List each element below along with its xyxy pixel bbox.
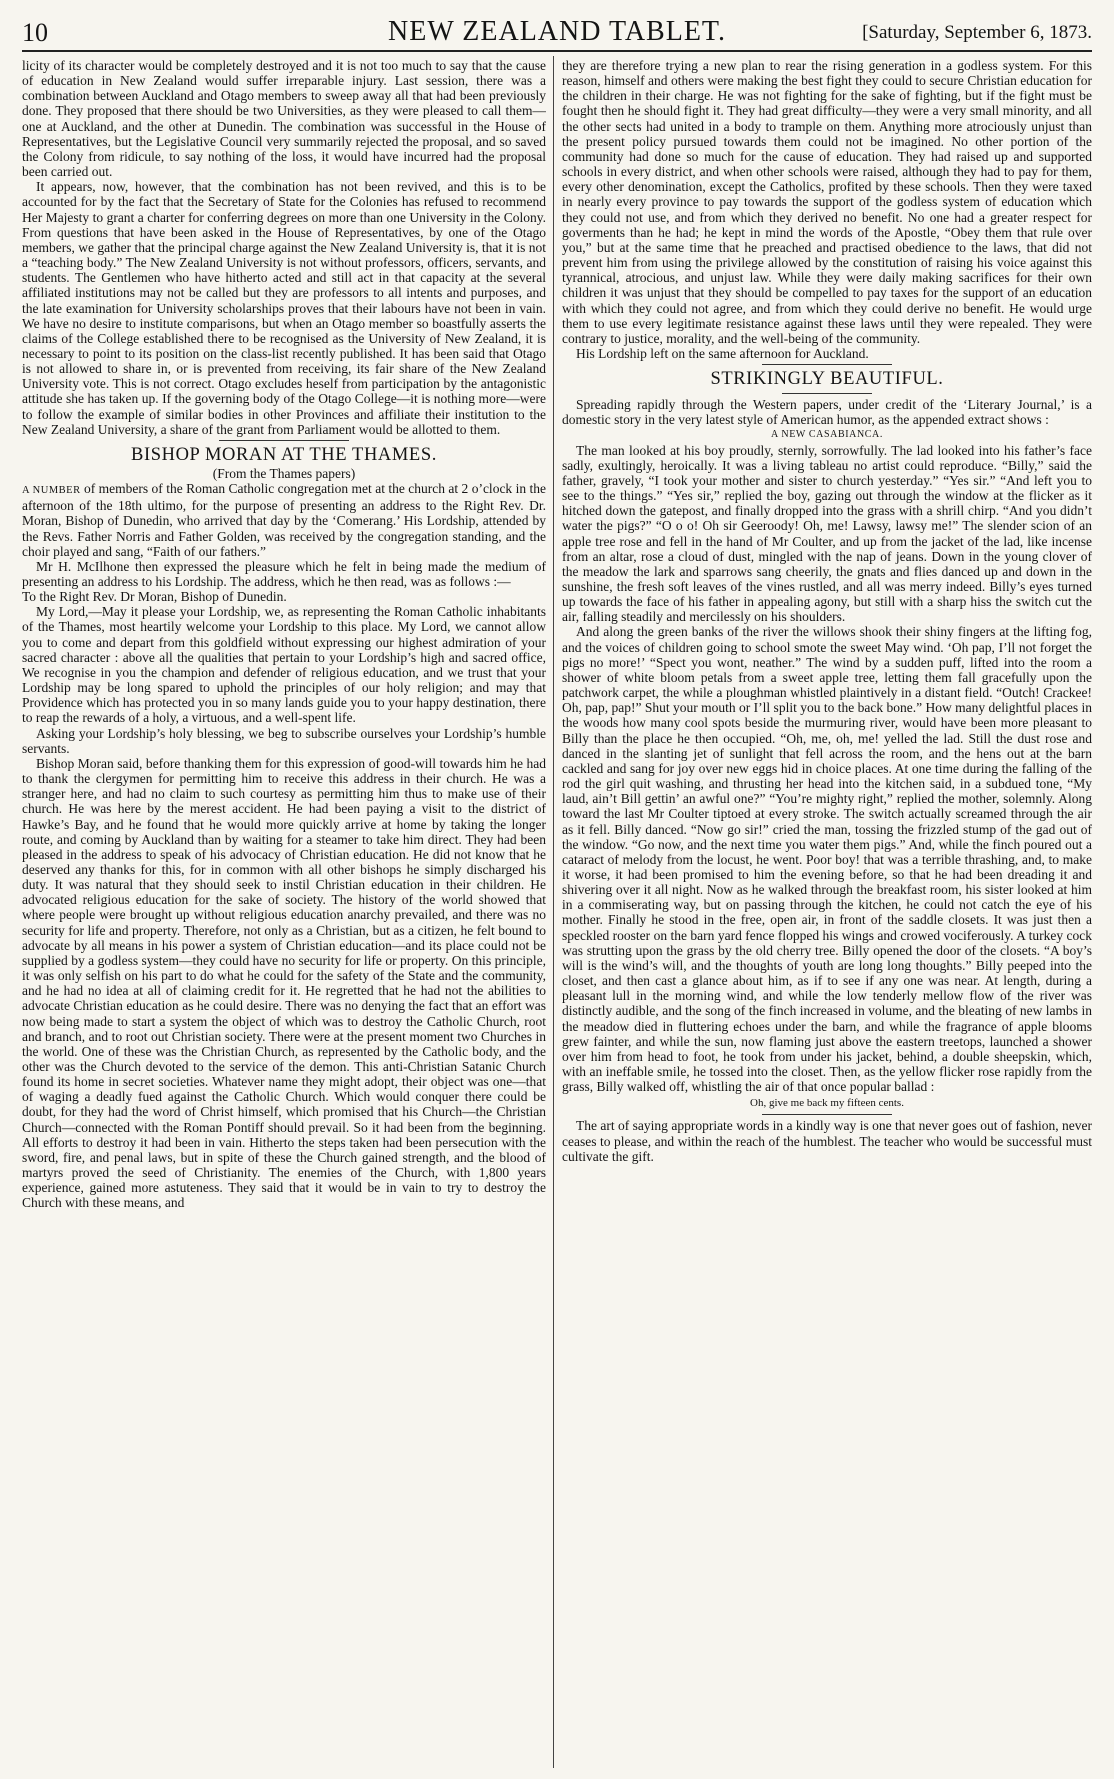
article-paragraph: The art of saying appropriate words in a kindly way is one that never goes out of fashion, never ceases to please, and within the reach of the humblest. The teacher who would be successful must cultivate the gift.: [562, 1118, 1092, 1164]
article-paragraph: Mr H. McIlhone then expressed the pleasure which he felt in being made the medium of presenting an address to his Lordship. The address, which he then read, was as follows :—: [22, 558, 546, 589]
article-paragraph: [22, 481, 546, 559]
article-paragraph: Spreading rapidly through the Western papers, under credit of the ‘Literary Journal,’ is a domestic story in the very latest style of American humor, as the appended extract shows :: [562, 397, 1092, 428]
right-column: [562, 58, 1092, 1768]
section-divider: [219, 440, 349, 441]
article-heading: STRIKINGLY BEAUTIFUL.: [710, 369, 944, 390]
newspaper-title: NEW ZEALAND TABLET.: [388, 16, 726, 47]
lead-in: A NUMBER: [22, 485, 81, 497]
left-column: [22, 58, 546, 1768]
article-paragraph: His Lordship left on the same afternoon for Auckland.: [576, 345, 869, 361]
paragraph-text: of members of the Roman Catholic congregation met at the church at 2 o’clock in the afternoon of the 18th ultimo, for the purpose of presenting an address to the Right Rev. Dr. Moran, Bishop of Dunedin, who arrived that day by the ‘Comerang.’ His Lordship, attended by the Revs. Father Norris and Father Golden, was received by the congregation standing, and the choir played and sang, “Faith of our fathers.”: [22, 481, 546, 559]
section-divider: [762, 1114, 892, 1115]
issue-date: [Saturday, September 6, 1873.: [862, 22, 1092, 43]
story-title: A NEW CASABIANCA.: [771, 429, 883, 441]
page-number: 10: [22, 18, 48, 47]
article-paragraph: licity of its character would be completely destroyed and it is not too much to say that the cause of education in New Zealand would suffer irreparable injury. Last session, there was a combination between Auckland and Otago members to sweep away all that had been previously done. They proposed that there should be two Universities, as they were pleased to call them—one at Auckland, and the other at Dunedin. The combination was successful in the House of Representatives, but the Legislative Council very summarily rejected the proposal, and so saved the Colony from ridicule, to say nothing of the loss, it would have incurred had the proposal been carried out.: [22, 58, 546, 180]
header-rule: [22, 50, 1092, 52]
ballad-line: Oh, give me back my fifteen cents.: [750, 1097, 904, 1110]
article-paragraph: And along the green banks of the river the willows shook their shiny fingers at the lifting fog, and the voices of children going to school smote the sweet May wind. ‘Oh pap, I’ll not forget the pigs no more!’ “Spect you wont, neather.” The wind by a sudden puff, lifted into the room a shower of white bloom petals from a sweet apple tree, letting them fall gracefully upon the patchwork carpet, the while a ploughman whistled plaintively in a distant field. “Outch! Crackee! Oh, pap, pap!” Shut your mouth or I’ll split you to the back bone.” How many delightful places in the woods how many cool spots beside the murmuring river, would have been more pleasant to Billy than the place he then occupied. “Oh, me, oh, me! yelled the lad. Still the dust rose and danced in the slanting jet of sunlight that fell across the room, and the hens out at the barn cackled and sang for joy over new eggs hid in choice places. At one time during the falling of the rod the girl quit washing, and thrusting her head into the kitchen said, in a subdued tone, “My laud, ain’t Bill gettin’ an awful one?” “You’re mighty right,” replied the mother, solemnly. Along toward the last Mr Coulter tiptoed at every stroke. The switch actually screamed through the air as it fell. Billy danced. “Now go sir!” cried the man, tossing the frizzled stump of the gad out of the window. “Go now, and the next time you water them pigs.” And, while the finch poured out a cataract of melody from the locust, he went. Poor boy! that was a terrible thrashing, and, to make it worse, it had been promised to him the evening before, so that he had been dreading it and shivering over it all night. Now as he walked through the breakfast room, his sister looked at him in a commiserating way, but on passing through the kitchen, he could not catch the eye of his mother. Finally he stood in the free, open air, in front of the saddle closets. It was just then a speckled rooster on the barn yard fence flopped his wings and crowed vociferously. A turkey cock was strutting upon the grass by the old cherry tree. Billy opened the door of the closets. “A boy’s will is the wind’s will, and the thoughts of youth are long long thoughts.” Billy peeped into the closet, and then cast a glance about him, as if to see if any one was near. At length, during a pleasant lull in the morning wind, and while the low tenderly mellow flow of the river was distinctly audible, and the song of the finch increased in volume, and the bleating of new lambs in the meadow died in fluttering echoes under the barn, and while the fragrance of apple blooms grew fainter, and while the sun, now flaming just above the eastern treetops, launched a shower over him from head to foot, he took from under his jacket, behind, a double sheepskin, which, with an ineffable smile, he tossed into the closet. Then, as the yellow flicker rose rapidly from the grass, Billy walked off, whistling the air of that once popular ballad :: [562, 624, 1092, 1095]
article-paragraph: The man looked at his boy proudly, sternly, sorrowfully. The lad looked into his father’s face sadly, exultingly, heroically. It was a living tableau no artist could reproduce. “Billy,” said the father, gravely, “I took your mother and sister to church yesterday.” “Yes sir.” “And left you to see to the things.” “Yes sir,” replied the boy, gazing out through the window at the flicker as it hitched down the gatepost, and finally dropped into the grass with a shrill chirp. “And you didn’t water the pigs?” “O o o! Oh sir Geeroody! Oh, me! Lawsy, lawsy me!” The slender scion of an apple tree rose and fell in the hand of Mr Coulter, and up from the jacket of the lad, like incense from an altar, rose a cloud of dust, mingled with the nap of jeans. Down in the young clover of the meadow the lark and sparrows sang cheerily, the gnats and flies danced up and down in the sunshine, the fresh soft leaves of the vines rustled, and all was merry indeed. Billy’s eyes turned up towards the face of his father in appealing agony, but still with a sharp hiss the switch cut the air, falling steadily and mercilessly on his shoulders.: [562, 442, 1092, 625]
heading-rule: [782, 393, 872, 394]
page-header: [22, 14, 1092, 50]
article-paragraph: Bishop Moran said, before thanking them for this expression of good-will towards him he had to thank the clergymen for permitting him to receive this address in their church. He was a stranger here, and had no claim to such courtesy as permitting him thus to make use of their church. He was here by the merest accident. He had been paying a visit to the district of Hawke’s Bay, and he found that he would more quickly arrive at home by taking the longer route, and coming by Auckland than by waiting for a steamer to take him direct. They had been pleased in the address to speak of his advocacy of Christian education. He did not know that he deserved any thanks for this, for in common with all other bishops he simply discharged his duty. It was natural that they should seek to instil Christian education in their children. He advocated religious education for the sake of society. The history of the world showed that where people were brought up without religious education anarchy prevailed, and there was no security for life and property. Therefore, not only as a Christian, but as a citizen, he felt bound to advocate by all means in his power a system of Christian education—and its place could not be supplied by a godless system—they could have no security for life or property. On this principle, it was only selfish on his part to do what he could for the safety of the State and the community, and he had no idea at all of claiming credit for it. He regretted that he had not the abilities to advocate Christian education as he could desire. There was no denying the fact that an effort was now being made to start a system the object of which was to destroy the Catholic Church, root and branch, and to root out Christian society. There were at the present moment two Churches in the world. One of these was the Christian Church, as represented by the Catholic body, and the other was the Church devoted to the service of the demon. This anti-Christian Satanic Church found its home in secret societies. Whatever name they might adopt, their object was one—that of waging a deadly fued against the Catholic Church. Which would conquer there could be doubt, for they had the word of Christ himself, which promised that his Church—the Christian Church—connected with the Roman Pontiff should prevail. So it had been from the beginning. All efforts to destroy it had been in vain. Hitherto the steps taken had been persecution with the sword, fire, and penal laws, but in spite of these the Church gained strength, and the blood of martyrs proved the seed of Christianity. The enemies of the Church, with 1,800 years experience, gained more astuteness. They said that it would be in vain to try to destroy the Church with these means, and: [22, 755, 546, 1211]
article-heading: BISHOP MORAN AT THE THAMES.: [131, 444, 437, 465]
article-paragraph: My Lord,—May it please your Lordship, we, as representing the Roman Catholic inhabitants of the Thames, most heartily welcome your Lordship to this place. My Lord, we cannot allow you to come and depart from this goldfield without expressing our highest admiration of your sacred character : above all the qualities that pertain to your Lordship’s high and sacred office, We recognise in you the champion and defender of religious education, and we trust that your Lordship may be long spared to uphold the principles of our holy religion; and may that Providence which has protected you in so many lands guide you to your happy destination, there to reap the rewards of a holy, a virtuous, and a well-spent life.: [22, 604, 546, 726]
article-paragraph: Asking your Lordship’s holy blessing, we beg to subscribe ourselves your Lordship’s humble servants.: [22, 725, 546, 756]
address-salutation: To the Right Rev. Dr Moran, Bishop of Dunedin.: [22, 589, 287, 605]
article-paragraph: It appears, now, however, that the combination has not been revived, and this is to be accounted for by the fact that the Secretary of State for the Colonies has refused to recommend Her Majesty to grant a charter for conferring degrees on more than one University in the Colony. From questions that have been asked in the House of Representatives, by one of the Otago members, we gather that the principal charge against the New Zealand University is, that it is not a “teaching body.” The New Zealand University is not without professors, officers, servants, and students. The Gentlemen who have hitherto acted and still act in that capacity at the several affiliated institutions may not be called but they are professors to all intents and purposes, and the late examination for University scholarships proves that their labours have not been in vain. We have no desire to institute comparisons, but when an Otago member so boastfully asserts the claims of the College established there to be recognised as the University of New Zealand, it is necessary to point to its position on the class-list recently published. It has been said that Otago is not allowed to share in, or is prevented from receiving, its fair share of the New Zealand University vote. This is not correct. Otago excludes heself from participation by the antagonistic attitude she has taken up. If the governing body of the Otago College—it is nothing more—were to follow the example of similar bodies in other Provinces and affiliate their institution to the New Zealand University, a share of the grant from Parliament would be allotted to them.: [22, 179, 546, 437]
article-subheading: (From the Thames papers): [212, 465, 356, 481]
column-divider: [553, 56, 554, 1768]
article-paragraph: they are therefore trying a new plan to rear the rising generation in a godless system. For this reason, himself and others were making the best fight they could to secure Christian education for the children in their charge. He was not fighting for the sake of fighting, but if the fight must be fought then he should fight it. They had great difficulty—they were a very small minority, and all the other sects had united in a body to trample on them. Anything more atrociously unjust than the present policy pursued towards them could not be imagined. No other portion of the community had done so much for the cause of education. They had raised up and supported schools in every district, and when other schools were raised, although they had to pay for them, every other denomination, except the Catholics, profited by these schools. Then they were taxed in nearly every province to pay towards the support of the godless system of education which they could not use, and from which they derived no benefit. No one had a greater respect for goverments than he had; he kept in mind the words of the Apostle, “Obey them that rule over you,” but at the same time that he preached and practised obedience to the laws, that did not prevent him from using the privilege allowed by the constitution of raising his voice against this tyrannical, atrocious, and unjust law. While they were daily making sacrifices for their own children it was unjust that they should be compelled to pay taxes for the support of an education with which they could not agree, and from which they could derive no benefit. He would urge them to use every legitimate resistance against these laws until they were repealed. They were contrary to justice, morality, and the well-being of the community.: [562, 58, 1092, 346]
section-divider: [762, 364, 892, 365]
